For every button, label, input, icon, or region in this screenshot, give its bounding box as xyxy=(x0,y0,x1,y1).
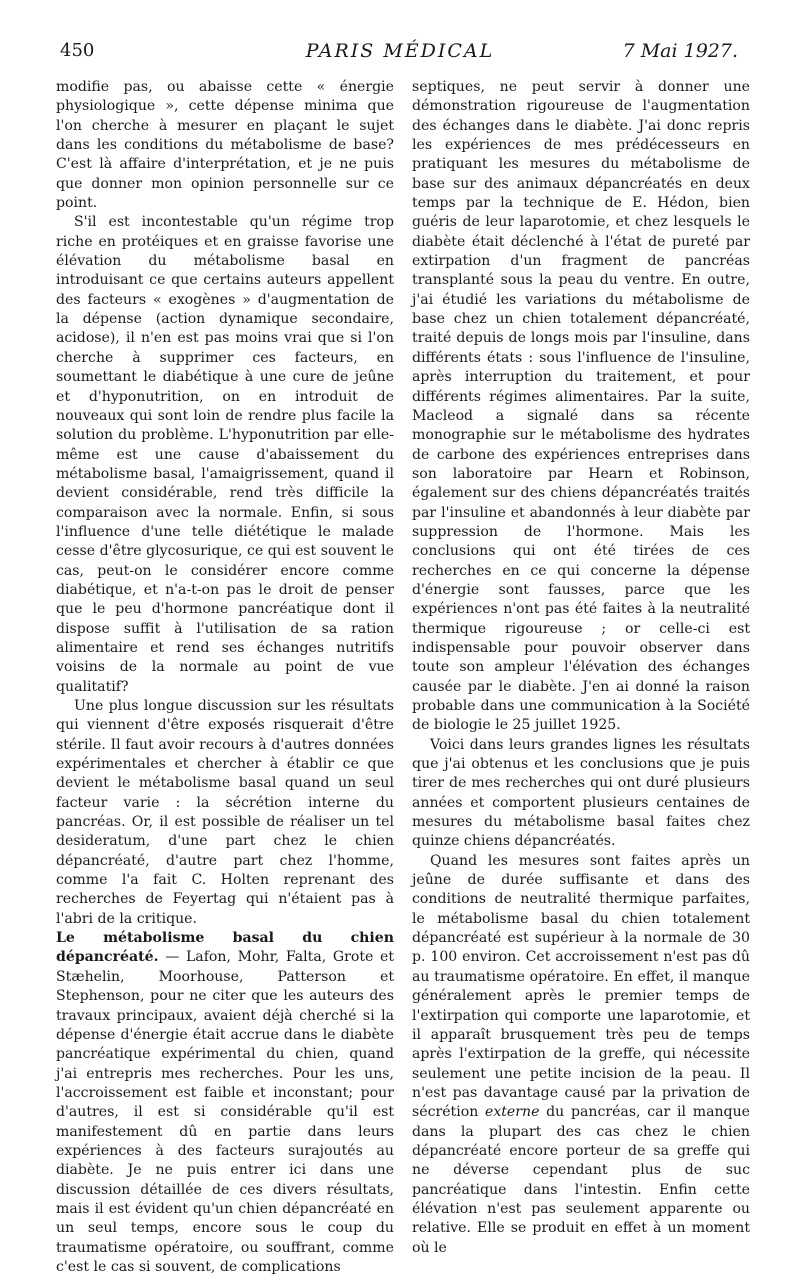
issue-date: 7 Mai 1927. xyxy=(622,40,738,62)
paragraph: modifie pas, ou abaisse cette « énergie physiologique », cette dépense minima que l'on cherche à mesurer en plaçant le sujet dans les conditions du métabolisme de base? C'est là affaire d'interprétation, et je ne puis que donner mon opinion personnelle sur ce point. xyxy=(56,79,394,212)
section-heading: Le métabolisme basal du chien dépancréaté. xyxy=(56,930,394,966)
journal-title: PARIS MÉDICAL xyxy=(305,40,495,62)
page-number: 450 xyxy=(60,40,95,61)
paragraph: Voici dans leurs grandes lignes les résultats que j'ai obtenus et les conclusions que je puis tirer de mes recherches qui ont duré plusieurs années et comportent plusieurs centaines de mesures du métabolisme basal faites chez quinze chiens dépancréatés. xyxy=(412,736,750,850)
paragraph-text: Quand les mesures sont faites après un jeûne de durée suffisante et dans des conditions de neutralité thermique parfaites, le métabolisme basal du chien totalement dépancréaté est supérieur à la normale de 30 p. 100 environ. Cet accroissement n'est pas dû au traumatisme opératoire. En effet, il manque généralement après le premier temps de l'extirpation qui comporte une laparotomie, et il apparaît brusquement très peu de temps après l'extirpation de la greffe, qui nécessite seulement une petite incision de la peau. Il n'est pas davantage causé par la privation de sécrétion xyxy=(412,852,750,1121)
right-column xyxy=(412,78,750,1258)
paragraph: S'il est incontestable qu'un régime trop riche en protéiques et en graisse favorise une élévation du métabolisme basal en introduisant ce que certains auteurs appellent des facteurs « exogènes » d'augmentation de la dépense (action dynamique secondaire, acidose), il n'en est pas moins vrai que si l'on cherche à supprimer ces facteurs, en soumettant le diabétique à une cure de jeûne et d'hyponutrition, on en introduit de nouveaux qui sont loin de rendre plus facile la solution du problème. L'hyponutrition par elle-même est une cause d'abaissement du métabolisme basal, l'amaigrissement, quand il devient considérable, rend très difficile la comparaison avec la normale. Enfin, si sous l'influence d'une telle diététique le malade cesse d'être glycosurique, ce qui est souvent le cas, peut-on le considérer encore comme diabétique, et n'a-t-on pas le droit de penser que le peu d'hormone pancréatique dont il dispose suffit à l'utilisation de sa ration alimentaire et rend ses échanges nutritifs voisins de la normale au point de vue qualitatif? xyxy=(56,214,394,695)
paragraph-text: du pancréas, car il manque dans la plupart des cas chez le chien dépancréaté encore porteur de sa greffe qui ne déverse cependant plus de suc pancréatique dans l'intestin. Enfin cette élévation n'est pas seulement apparente ou relative. Elle se produit en effet à un moment où le xyxy=(412,1104,750,1256)
section-text: — Lafon, Mohr, Falta, Grote et Stæhelin, Moorhouse, Patterson et Stephenson, pour ne citer que les auteurs des travaux principaux, avaient déjà cherché si la dépense d'énergie était accrue dans le diabète pancréatique expérimental du chien, quand j'ai entrepris mes recherches. Pour les uns, l'accroissement est faible et inconstant; pour d'autres, il est si considérable qu'il est manifestement dû en partie dans leurs expériences à des facteurs surajoutés au diabète. Je ne puis entrer ici dans une discussion détaillée de ces divers résultats, mais il est évident qu'un chien dépancréaté en un seul temps, encore sous le coup du traumatisme opératoire, ou souffrant, comme c'est le cas si souvent, de complications xyxy=(56,949,394,1275)
left-column xyxy=(56,78,394,1277)
paragraph: Une plus longue discussion sur les résultats qui viennent d'être exposés risquerait d'être stérile. Il faut avoir recours à d'autres données expérimentales et chercher à établir ce que devient le métabolisme basal quand un seul facteur varie : la sécrétion interne du pancréas. Or, il est possible de réaliser un tel desideratum, d'une part chez le chien dépancréaté, d'autre part chez l'homme, comme l'a fait C. Holten reprenant des recherches de Feyertag qui n'étaient pas à l'abri de la critique. xyxy=(56,698,394,927)
paragraph: septiques, ne peut servir à donner une démonstration rigoureuse de l'augmentation des échanges dans le diabète. J'ai donc repris les expériences de mes prédécesseurs en pratiquant les mesures du métabolisme de base sur des animaux dépancréatés en deux temps par la technique de E. Hédon, bien guéris de leur laparotomie, et chez lesquels le diabète était déclenché à l'état de pureté par extirpation d'un fragment de pancréas transplanté sous la peau du ventre. En outre, j'ai étudié les variations du métabolisme de base chez un chien totalement dépancréaté, traité depuis de longs mois par l'insuline, dans différents états : sous l'influence de l'insuline, après interruption du traitement, et pour différents régimes alimentaires. Par la suite, Macleod a signalé dans sa récente monographie sur le métabolisme des hydrates de carbone des expériences entreprises dans son laboratoire par Hearn et Robinson, également sur des chiens dépancréatés traités par l'insuline et abandonnés à leur diabète par suppression de l'hormone. Mais les conclusions qui ont été tirées de ces recherches en ce qui concerne la dépense d'énergie sont fausses, parce que les expériences n'ont pas été faites à la neutralité thermique rigoureuse ; or celle-ci est indispensable pour pouvoir observer dans toute son ampleur l'élévation des échanges causée par le diabète. J'en ai donné la raison probable dans une communication à la Société de biologie le 25 juillet 1925. xyxy=(412,79,750,734)
section-paragraph xyxy=(56,929,394,1277)
paragraph xyxy=(412,852,750,1258)
emphasis-text: externe xyxy=(484,1104,540,1121)
